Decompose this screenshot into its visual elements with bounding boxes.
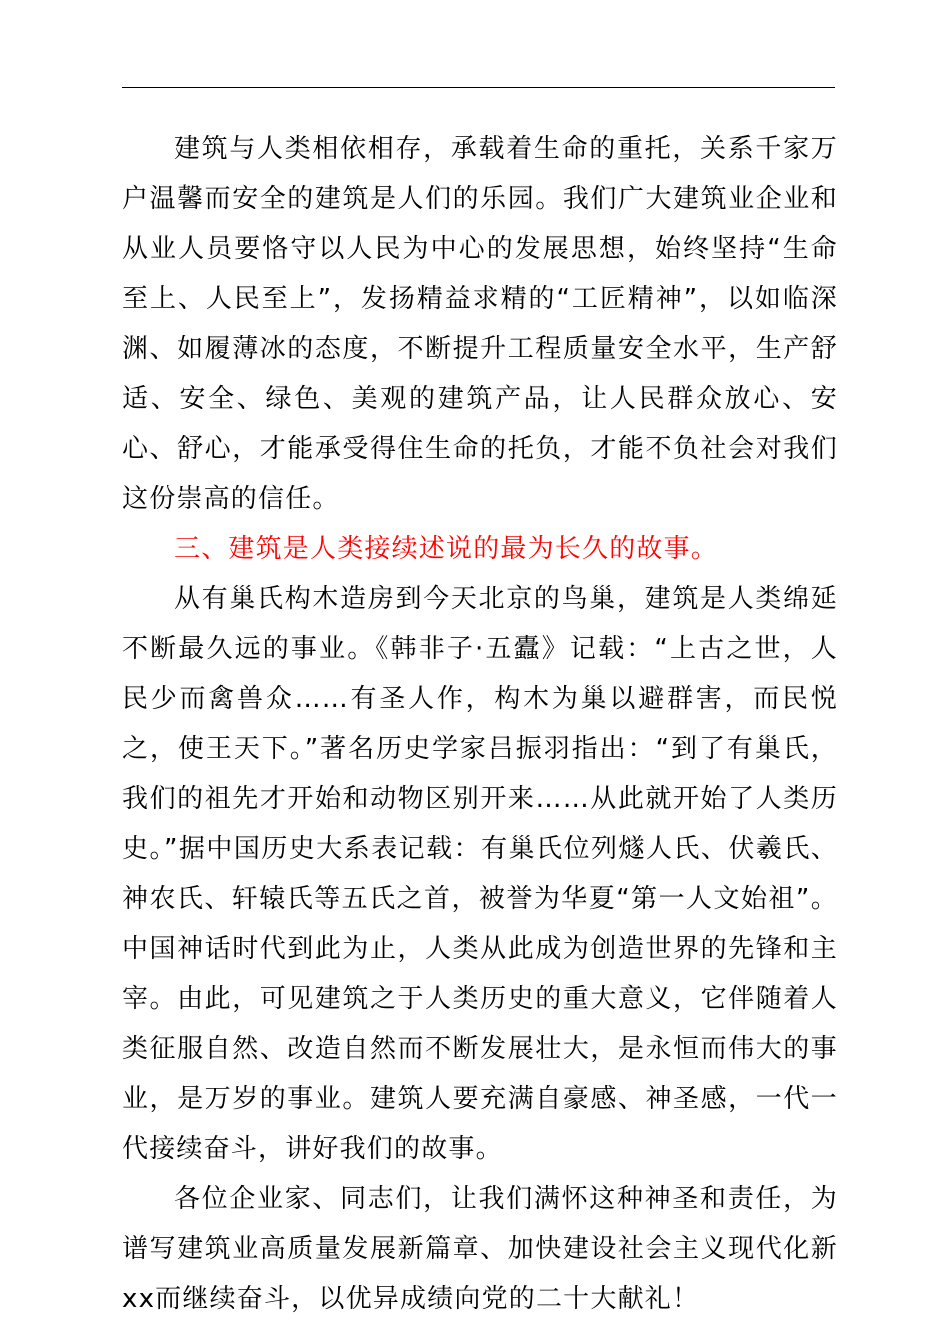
paragraph-closing-call: 各位企业家、同志们，让我们满怀这种神圣和责任，为谱写建筑业高质量发展新篇章、加快建设社会主义现代化新xx而继续奋斗，以优异成绩向党的二十大献礼！ (122, 1184, 838, 1314)
header-rule (122, 87, 835, 88)
paragraph-safety-responsibility: 建筑与人类相依相存，承载着生命的重托，关系千家万户温馨而安全的建筑是人们的乐园。我们广大建筑业企业和从业人员要恪守以人民为中心的发展思想，始终坚持“生命至上、人民至上”，发扬精益求精的“工匠精神”，以如临深渊、如履薄冰的态度，不断提升工程质量安全水平，生产舒适、安全、绿色、美观的建筑产品，让人民群众放心、安心、舒心，才能承受得住生命的托负，才能不负社会对我们这份崇高的信任。 (122, 134, 838, 514)
section-heading-three: 三、建筑是人类接续述说的最为长久的故事。 (174, 534, 719, 564)
paragraph-youchao-history: 从有巢氏构木造房到今天北京的鸟巢，建筑是人类绵延不断最久远的事业。《韩非子·五蠹》记载：“上古之世，人民少而禽兽众……有圣人作，构木为巢以避群害，而民悦之，使王天下。”著名历史学家吕振羽指出：“到了有巢氏，我们的祖先才开始和动物区别开来……从此就开始了人类历史。”据中国历史大系表记载：有巢氏位列燧人氏、伏羲氏、神农氏、轩辕氏等五氏之首，被誉为华夏“第一人文始祖”。中国神话时代到此为止，人类从此成为创造世界的先锋和主宰。由此，可见建筑之于人类历史的重大意义，它伴随着人类征服自然、改造自然而不断发展壮大，是永恒而伟大的事业，是万岁的事业。建筑人要充满自豪感、神圣感，一代一代接续奋斗，讲好我们的故事。 (122, 584, 838, 1164)
document-body (122, 124, 838, 1324)
